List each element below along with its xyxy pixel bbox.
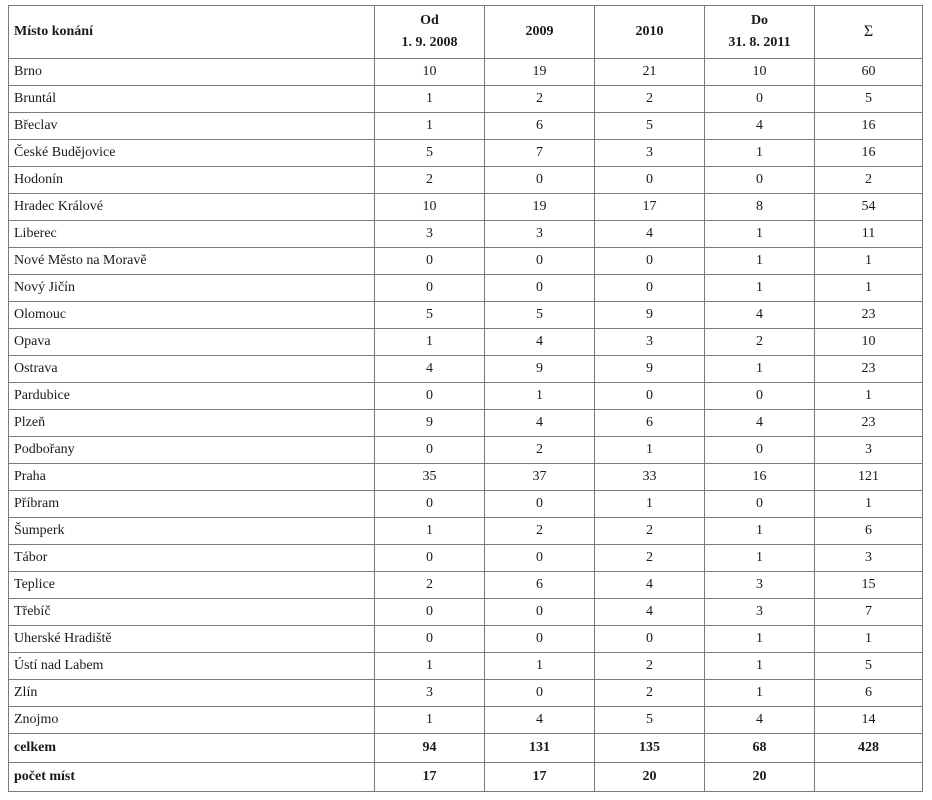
totals-value-cell: 68 [705,734,815,763]
table-row [9,248,923,275]
header-to-2011 [705,6,815,59]
value-cell: 0 [375,545,485,572]
value-cell: 10 [375,194,485,221]
value-cell: 9 [595,356,705,383]
value-cell: 1 [705,275,815,302]
value-cell: 2 [485,437,595,464]
value-cell: 0 [595,383,705,410]
value-cell: 2 [595,518,705,545]
value-cell: 5 [375,302,485,329]
value-cell: 14 [815,707,923,734]
table-row [9,194,923,221]
value-cell: 3 [705,572,815,599]
table-row [9,491,923,518]
header-2009: 2009 [485,6,595,59]
value-cell: 8 [705,194,815,221]
table-row [9,356,923,383]
totals-value-cell: 20 [705,763,815,792]
value-cell: 4 [705,302,815,329]
value-cell: 11 [815,221,923,248]
table-row [9,707,923,734]
value-cell: 0 [705,383,815,410]
place-cell: Uherské Hradiště [9,626,375,653]
value-cell: 21 [595,59,705,86]
value-cell: 1 [375,707,485,734]
value-cell: 0 [375,248,485,275]
place-cell: Tábor [9,545,375,572]
value-cell: 1 [375,653,485,680]
table-row [9,599,923,626]
table-row [9,572,923,599]
header-to-label: Do [750,13,769,28]
header-from-2008 [375,6,485,59]
value-cell: 6 [815,680,923,707]
value-cell: 4 [485,410,595,437]
value-cell: 0 [485,545,595,572]
place-cell: Plzeň [9,410,375,437]
value-cell: 10 [375,59,485,86]
document-page [8,5,923,792]
totals-value-cell [815,763,923,792]
place-cell: Třebíč [9,599,375,626]
value-cell: 0 [375,437,485,464]
value-cell: 2 [375,572,485,599]
value-cell: 0 [705,167,815,194]
header-place: Místo konání [9,6,375,59]
place-cell: Opava [9,329,375,356]
value-cell: 0 [595,275,705,302]
value-cell: 4 [375,356,485,383]
value-cell: 0 [375,491,485,518]
value-cell: 0 [595,167,705,194]
place-cell: Pardubice [9,383,375,410]
value-cell: 3 [815,437,923,464]
value-cell: 54 [815,194,923,221]
value-cell: 1 [705,221,815,248]
value-cell: 23 [815,356,923,383]
value-cell: 1 [705,653,815,680]
value-cell: 6 [485,572,595,599]
value-cell: 1 [705,518,815,545]
place-cell: Hradec Králové [9,194,375,221]
totals-value-cell: 94 [375,734,485,763]
value-cell: 37 [485,464,595,491]
value-cell: 1 [815,275,923,302]
value-cell: 4 [705,410,815,437]
value-cell: 4 [595,221,705,248]
totals-label: počet míst [9,763,375,792]
totals-value-cell: 131 [485,734,595,763]
value-cell: 0 [375,626,485,653]
value-cell: 23 [815,410,923,437]
header-to-date: 31. 8. 2011 [728,35,791,50]
place-cell: Břeclav [9,113,375,140]
table-row [9,113,923,140]
header-from-date: 1. 9. 2008 [401,35,458,50]
value-cell: 4 [705,707,815,734]
table-row [9,653,923,680]
value-cell: 1 [375,518,485,545]
value-cell: 3 [375,680,485,707]
value-cell: 7 [815,599,923,626]
place-cell: Ostrava [9,356,375,383]
table-row [9,329,923,356]
place-cell: Nový Jičín [9,275,375,302]
table-row [9,410,923,437]
place-cell: Nové Město na Moravě [9,248,375,275]
value-cell: 3 [485,221,595,248]
value-cell: 5 [815,86,923,113]
place-cell: Liberec [9,221,375,248]
value-cell: 2 [595,680,705,707]
value-cell: 2 [705,329,815,356]
header-row [9,6,923,59]
value-cell: 6 [815,518,923,545]
value-cell: 1 [705,248,815,275]
value-cell: 16 [705,464,815,491]
value-cell: 10 [815,329,923,356]
table-row [9,221,923,248]
value-cell: 4 [485,707,595,734]
value-cell: 17 [595,194,705,221]
value-cell: 3 [705,599,815,626]
value-cell: 0 [595,248,705,275]
value-cell: 9 [485,356,595,383]
table-row [9,167,923,194]
value-cell: 2 [595,545,705,572]
place-cell: Znojmo [9,707,375,734]
table-row [9,383,923,410]
totals-value-cell: 428 [815,734,923,763]
value-cell: 1 [485,383,595,410]
table-row [9,437,923,464]
value-cell: 0 [595,626,705,653]
value-cell: 2 [485,518,595,545]
value-cell: 121 [815,464,923,491]
value-cell: 0 [375,383,485,410]
totals-value-cell: 20 [595,763,705,792]
table-row [9,140,923,167]
value-cell: 19 [485,194,595,221]
value-cell: 7 [485,140,595,167]
table-row [9,626,923,653]
value-cell: 0 [705,437,815,464]
value-cell: 6 [595,410,705,437]
value-cell: 0 [485,248,595,275]
value-cell: 0 [705,86,815,113]
table-row [9,518,923,545]
header-sum: Σ [815,6,923,59]
value-cell: 16 [815,113,923,140]
value-cell: 0 [705,491,815,518]
value-cell: 1 [705,140,815,167]
value-cell: 5 [595,113,705,140]
place-cell: Teplice [9,572,375,599]
value-cell: 4 [595,599,705,626]
value-cell: 3 [595,140,705,167]
value-cell: 2 [815,167,923,194]
value-cell: 35 [375,464,485,491]
value-cell: 0 [375,599,485,626]
place-cell: Podbořany [9,437,375,464]
value-cell: 1 [815,491,923,518]
value-cell: 1 [815,383,923,410]
value-cell: 1 [705,356,815,383]
value-cell: 1 [705,626,815,653]
table-row [9,680,923,707]
value-cell: 1 [375,86,485,113]
value-cell: 5 [375,140,485,167]
value-cell: 9 [375,410,485,437]
header-from-label: Od [420,13,439,28]
value-cell: 3 [375,221,485,248]
value-cell: 0 [485,680,595,707]
events-table [8,5,923,792]
value-cell: 0 [485,626,595,653]
value-cell: 3 [595,329,705,356]
totals-value-cell: 135 [595,734,705,763]
value-cell: 33 [595,464,705,491]
table-row [9,464,923,491]
value-cell: 2 [595,653,705,680]
value-cell: 4 [595,572,705,599]
place-cell: Šumperk [9,518,375,545]
table-row [9,275,923,302]
value-cell: 1 [815,626,923,653]
value-cell: 0 [485,599,595,626]
value-cell: 15 [815,572,923,599]
place-cell: Hodonín [9,167,375,194]
place-cell: Zlín [9,680,375,707]
value-cell: 5 [815,653,923,680]
value-cell: 5 [595,707,705,734]
value-cell: 0 [485,491,595,518]
place-cell: Olomouc [9,302,375,329]
value-cell: 19 [485,59,595,86]
table-row [9,302,923,329]
table-row [9,545,923,572]
value-cell: 0 [485,167,595,194]
table-row [9,86,923,113]
value-cell: 1 [375,329,485,356]
value-cell: 0 [375,275,485,302]
value-cell: 6 [485,113,595,140]
place-cell: České Budějovice [9,140,375,167]
header-2010: 2010 [595,6,705,59]
place-cell: Brno [9,59,375,86]
place-cell: Ústí nad Labem [9,653,375,680]
value-cell: 16 [815,140,923,167]
value-cell: 1 [815,248,923,275]
table-row [9,59,923,86]
value-cell: 3 [815,545,923,572]
value-cell: 1 [705,545,815,572]
value-cell: 4 [705,113,815,140]
value-cell: 10 [705,59,815,86]
value-cell: 1 [485,653,595,680]
totals-label: celkem [9,734,375,763]
value-cell: 5 [485,302,595,329]
value-cell: 2 [375,167,485,194]
value-cell: 1 [595,491,705,518]
totals-row [9,734,923,763]
totals-value-cell: 17 [485,763,595,792]
value-cell: 1 [375,113,485,140]
value-cell: 0 [485,275,595,302]
value-cell: 1 [705,680,815,707]
value-cell: 23 [815,302,923,329]
place-cell: Příbram [9,491,375,518]
place-cell: Praha [9,464,375,491]
place-cell: Bruntál [9,86,375,113]
value-cell: 2 [595,86,705,113]
value-cell: 60 [815,59,923,86]
value-cell: 4 [485,329,595,356]
value-cell: 9 [595,302,705,329]
totals-value-cell: 17 [375,763,485,792]
table-body [9,59,923,792]
totals-row [9,763,923,792]
value-cell: 2 [485,86,595,113]
value-cell: 1 [595,437,705,464]
